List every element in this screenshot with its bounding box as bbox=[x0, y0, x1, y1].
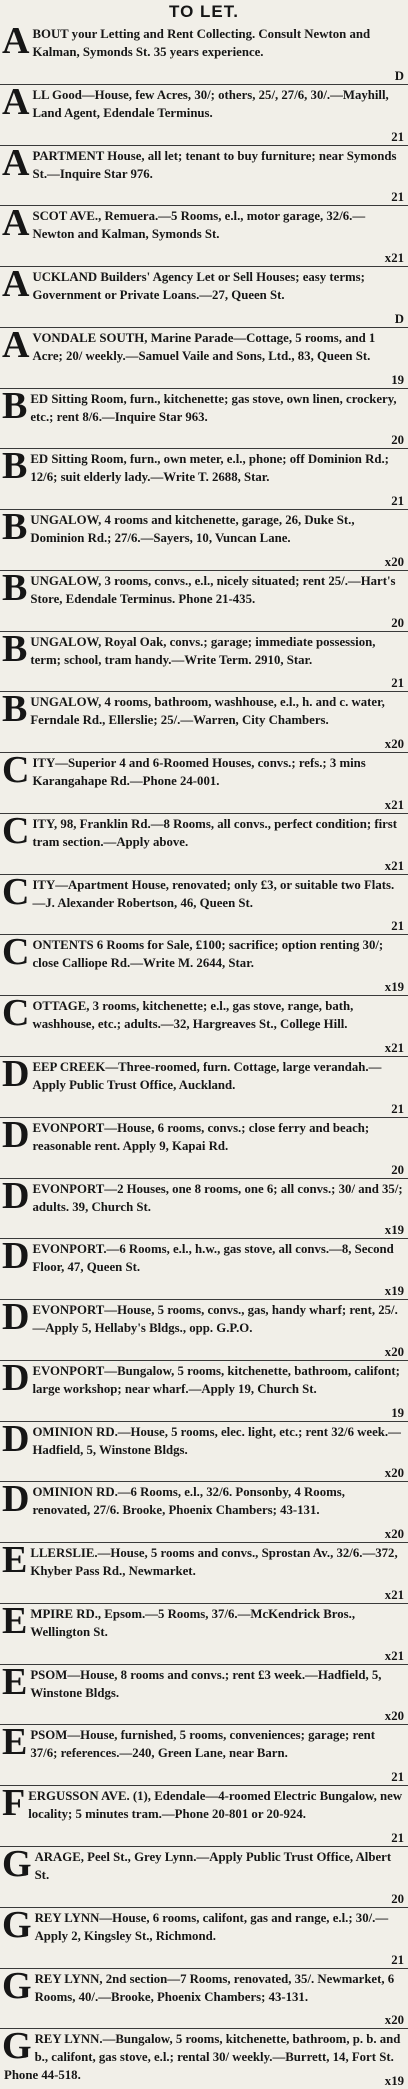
ad-text: BOUT your Letting and Rent Collecting. Consult Newton and Kalman, Symonds St. 35 years experience. bbox=[32, 27, 371, 59]
ad-insertion-code: x20 bbox=[382, 1528, 404, 1541]
classified-ad bbox=[0, 449, 408, 510]
ad-insertion-code: x20 bbox=[382, 1346, 404, 1359]
drop-cap-initial: C bbox=[2, 874, 30, 913]
ad-text: SCOT AVE., Remuera.—5 Rooms, e.l., motor garage, 32/6.—Newton and Kalman, Symonds St. bbox=[32, 209, 366, 242]
classified-ad bbox=[0, 389, 408, 450]
classified-ad bbox=[0, 85, 408, 146]
ad-text: PARTMENT House, all let; tenant to buy furniture; near Symonds St.—Inquire Star 976. bbox=[32, 148, 397, 181]
drop-cap-initial: B bbox=[2, 449, 28, 488]
ad-text: ED Sitting Room, furn., own meter, e.l., phone; off Dominion Rd.; 12/6; suit elderly lady.—Write T. 2688, Star. bbox=[30, 452, 389, 485]
ad-insertion-code: x20 bbox=[382, 556, 404, 569]
classified-ad bbox=[0, 1300, 408, 1361]
ad-insertion-code: x21 bbox=[382, 1042, 404, 1055]
ad-insertion-code: x20 bbox=[382, 2014, 404, 2027]
classified-ad bbox=[0, 571, 408, 632]
ad-text: MPIRE RD., Epsom.—5 Rooms, 37/6.—McKendrick Bros., Wellington St. bbox=[30, 1606, 356, 1639]
drop-cap-initial: D bbox=[2, 1057, 30, 1096]
ad-text: ITY, 98, Franklin Rd.—8 Rooms, all convs., perfect condition; first tram section.—Apply above. bbox=[32, 816, 398, 849]
classified-ad bbox=[0, 753, 408, 814]
drop-cap-initial: C bbox=[2, 813, 30, 852]
ad-insertion-code: x19 bbox=[382, 2075, 404, 2088]
ad-text: VONDALE SOUTH, Marine Parade—Cottage, 5 rooms, and 1 Acre; 20/ weekly.—Samuel Vaile and Sons, Ltd., 83, Queen St. bbox=[32, 330, 376, 363]
ad-insertion-code: 21 bbox=[388, 131, 404, 144]
ad-text: ONTENTS 6 Rooms for Sale, £100; sacrifice; option renting 30/; close Calliope Rd.—Write M. 2644, Star. bbox=[32, 938, 384, 971]
classified-ad bbox=[0, 1786, 408, 1847]
drop-cap-initial: C bbox=[2, 996, 30, 1035]
ad-text: LL Good—House, few Acres, 30/; others, 25/, 27/6, 30/.—Mayhill, Land Agent, Edendale Terminus. bbox=[32, 87, 389, 120]
drop-cap-initial: E bbox=[2, 1603, 28, 1642]
classified-ad bbox=[0, 1725, 408, 1786]
classified-ad bbox=[0, 692, 408, 753]
drop-cap-initial: A bbox=[2, 145, 30, 184]
ad-insertion-code: 19 bbox=[388, 1407, 404, 1420]
classified-ad bbox=[0, 1908, 408, 1969]
classified-ad bbox=[0, 1847, 408, 1908]
ad-text: ED Sitting Room, furn., kitchenette; gas stove, own linen, crockery, etc.; rent 8/6.—Inquire Star 963. bbox=[30, 391, 397, 424]
ad-text: ERGUSSON AVE. (1), Edendale—4-roomed Electric Bungalow, new locality; 5 minutes tram.—Phone 20-801 or 20-924. bbox=[28, 1789, 403, 1822]
ad-insertion-code: 19 bbox=[388, 374, 404, 387]
ad-text: REY LYNN.—Bungalow, 5 rooms, kitchenette, bathroom, p. b. and b., califont, gas stove, e.l.; rental 30/ weekly.—Burrett, 14, Fort St. Phone 44-518. bbox=[4, 2032, 401, 2083]
ad-text: UNGALOW, 3 rooms, convs., e.l., nicely situated; rent 25/.—Hart's Store, Edendale Terminus. Phone 21-435. bbox=[30, 573, 396, 606]
ad-text: UNGALOW, 4 rooms, bathroom, washhouse, e.l., h. and c. water, Ferndale Rd., Ellerslie; 25/.—Warren, City Chambers. bbox=[30, 695, 385, 728]
ad-insertion-code: x19 bbox=[382, 1285, 404, 1298]
drop-cap-initial: C bbox=[2, 935, 30, 974]
ad-text: ITY—Apartment House, renovated; only £3, or suitable two Flats.—J. Alexander Robertson, 46, Queen St. bbox=[32, 877, 395, 910]
classified-ad bbox=[0, 996, 408, 1057]
ad-text: EVONPORT.—6 Rooms, e.l., h.w., gas stove, all convs.—8, Second Floor, 47, Queen St. bbox=[32, 1242, 394, 1275]
classified-ad bbox=[0, 24, 408, 85]
ad-text: UNGALOW, Royal Oak, convs.; garage; immediate possession, term; school, tram handy.—Write Term. 2910, Star. bbox=[30, 634, 376, 667]
ad-insertion-code: 20 bbox=[388, 1164, 404, 1177]
drop-cap-initial: E bbox=[2, 1725, 28, 1764]
drop-cap-initial: A bbox=[2, 84, 30, 123]
drop-cap-initial: G bbox=[2, 2029, 32, 2068]
ad-text: EVONPORT—House, 6 rooms, convs.; close ferry and beach; reasonable rent. Apply 9, Kapai Rd. bbox=[32, 1120, 370, 1153]
drop-cap-initial: E bbox=[2, 1664, 28, 1703]
ad-text: OMINION RD.—House, 5 rooms, elec. light, etc.; rent 32/6 week.—Hadfield, 5, Winstone Bldgs. bbox=[32, 1424, 401, 1457]
drop-cap-initial: B bbox=[2, 388, 28, 427]
drop-cap-initial: G bbox=[2, 1907, 32, 1946]
ad-insertion-code: x21 bbox=[382, 799, 404, 812]
ad-insertion-code: x21 bbox=[382, 1589, 404, 1602]
drop-cap-initial: D bbox=[2, 1178, 30, 1217]
ad-insertion-code: 21 bbox=[388, 191, 404, 204]
ad-insertion-code: 21 bbox=[388, 1771, 404, 1784]
drop-cap-initial: E bbox=[2, 1543, 28, 1582]
ad-text: EVONPORT—2 Houses, one 8 rooms, one 6; all convs.; 30/ and 35/; adults. 39, Church St. bbox=[32, 1181, 403, 1214]
ad-insertion-code: D bbox=[392, 313, 404, 326]
classified-ad bbox=[0, 1422, 408, 1483]
ad-text: REY LYNN—House, 6 rooms, califont, gas and range, e.l.; 30/.—Apply 2, Kingsley St., Richmond. bbox=[34, 1910, 389, 1943]
classified-ad bbox=[0, 146, 408, 207]
ad-text: EVONPORT—Bungalow, 5 rooms, kitchenette, bathroom, califont; large workshop; near wharf.—Apply 19, Church St. bbox=[32, 1363, 400, 1396]
ad-insertion-code: 21 bbox=[388, 1103, 404, 1116]
drop-cap-initial: A bbox=[2, 206, 30, 245]
classified-ad bbox=[0, 206, 408, 267]
drop-cap-initial: B bbox=[2, 631, 28, 670]
drop-cap-initial: A bbox=[2, 327, 30, 366]
ad-text: EVONPORT—House, 5 rooms, convs., gas, handy wharf; rent, 25/.—Apply 5, Hellaby's Bldgs., opp. G.P.O. bbox=[32, 1303, 398, 1336]
ad-insertion-code: 21 bbox=[388, 1954, 404, 1967]
drop-cap-initial: D bbox=[2, 1482, 30, 1521]
drop-cap-initial: C bbox=[2, 753, 30, 792]
classified-ad bbox=[0, 2029, 408, 2089]
ad-insertion-code: x19 bbox=[382, 1224, 404, 1237]
ad-text: PSOM—House, 8 rooms and convs.; rent £3 week.—Hadfield, 5, Winstone Bldgs. bbox=[30, 1667, 382, 1700]
classified-ad bbox=[0, 1361, 408, 1422]
section-heading: TO LET. bbox=[169, 2, 239, 21]
classified-ad bbox=[0, 1057, 408, 1118]
drop-cap-initial: A bbox=[2, 24, 30, 62]
ad-insertion-code: x21 bbox=[382, 252, 404, 265]
classified-ads-column bbox=[0, 24, 408, 2089]
drop-cap-initial: G bbox=[2, 1846, 32, 1885]
classified-ad bbox=[0, 1118, 408, 1179]
ad-insertion-code: 21 bbox=[388, 920, 404, 933]
ad-insertion-code: D bbox=[392, 70, 404, 83]
drop-cap-initial: A bbox=[2, 267, 30, 306]
drop-cap-initial: G bbox=[2, 1968, 32, 2007]
ad-text: EEP CREEK—Three-roomed, furn. Cottage, large verandah.—Apply Public Trust Office, Auckland. bbox=[32, 1060, 382, 1093]
classified-ad bbox=[0, 1239, 408, 1300]
ad-insertion-code: 21 bbox=[388, 677, 404, 690]
ad-text: LLERSLIE.—House, 5 rooms and convs., Sprostan Av., 32/6.—372, Khyber Pass Rd., Newmarket. bbox=[30, 1546, 398, 1579]
drop-cap-initial: D bbox=[2, 1117, 30, 1156]
ad-insertion-code: 21 bbox=[388, 1832, 404, 1845]
ad-text: OMINION RD.—6 Rooms, e.l., 32/6. Ponsonby, 4 Rooms, renovated, 27/6. Brooke, Phoenix Chambers; 43-131. bbox=[32, 1485, 345, 1518]
classified-ad bbox=[0, 1665, 408, 1726]
classified-ad bbox=[0, 935, 408, 996]
classified-ad bbox=[0, 1969, 408, 2030]
ad-insertion-code: x19 bbox=[382, 981, 404, 994]
ad-text: ITY—Superior 4 and 6-Roomed Houses, convs.; refs.; 3 mins Karangahape Rd.—Phone 24-001. bbox=[32, 756, 366, 789]
classified-ad bbox=[0, 510, 408, 571]
ad-insertion-code: x20 bbox=[382, 1710, 404, 1723]
ad-text: UNGALOW, 4 rooms and kitchenette, garage, 26, Duke St., Dominion Rd.; 27/6.—Sayers, 10, Vuncan Lane. bbox=[30, 513, 355, 546]
drop-cap-initial: B bbox=[2, 510, 28, 549]
ad-insertion-code: x21 bbox=[382, 860, 404, 873]
ad-insertion-code: 20 bbox=[388, 434, 404, 447]
ad-insertion-code: 20 bbox=[388, 1893, 404, 1906]
ad-text: OTTAGE, 3 rooms, kitchenette; e.l., gas stove, range, bath, washhouse, etc.; adults.—32, Hargreaves St., College Hill. bbox=[32, 999, 354, 1032]
classified-ad bbox=[0, 814, 408, 875]
classified-ad bbox=[0, 1179, 408, 1240]
drop-cap-initial: D bbox=[2, 1239, 30, 1278]
classified-ad bbox=[0, 267, 408, 328]
drop-cap-initial: B bbox=[2, 570, 28, 609]
ad-text: UCKLAND Builders' Agency Let or Sell Houses; easy terms; Government or Private Loans.—27, Queen St. bbox=[32, 270, 365, 303]
drop-cap-initial: D bbox=[2, 1421, 30, 1460]
classified-ad bbox=[0, 328, 408, 389]
drop-cap-initial: D bbox=[2, 1300, 30, 1339]
ad-text: REY LYNN, 2nd section—7 Rooms, renovated, 35/. Newmarket, 6 Rooms, 40/.—Brooke, Phoenix Chambers; 43-131. bbox=[34, 1971, 395, 2004]
classified-ad bbox=[0, 1543, 408, 1604]
classified-ad bbox=[0, 632, 408, 693]
drop-cap-initial: B bbox=[2, 692, 28, 731]
drop-cap-initial: F bbox=[2, 1786, 26, 1825]
ad-text: PSOM—House, furnished, 5 rooms, conveniences; garage; rent 37/6; references.—240, Green Lane, near Barn. bbox=[30, 1728, 376, 1761]
classified-ad bbox=[0, 1482, 408, 1543]
ad-insertion-code: 21 bbox=[388, 495, 404, 508]
classified-ad bbox=[0, 1604, 408, 1665]
ad-insertion-code: 20 bbox=[388, 617, 404, 630]
ad-insertion-code: x21 bbox=[382, 1650, 404, 1663]
ad-insertion-code: x20 bbox=[382, 1467, 404, 1480]
ad-text: ARAGE, Peel St., Grey Lynn.—Apply Public Trust Office, Albert St. bbox=[34, 1849, 392, 1882]
drop-cap-initial: D bbox=[2, 1360, 30, 1399]
ad-insertion-code: x20 bbox=[382, 738, 404, 751]
classified-ad bbox=[0, 875, 408, 936]
